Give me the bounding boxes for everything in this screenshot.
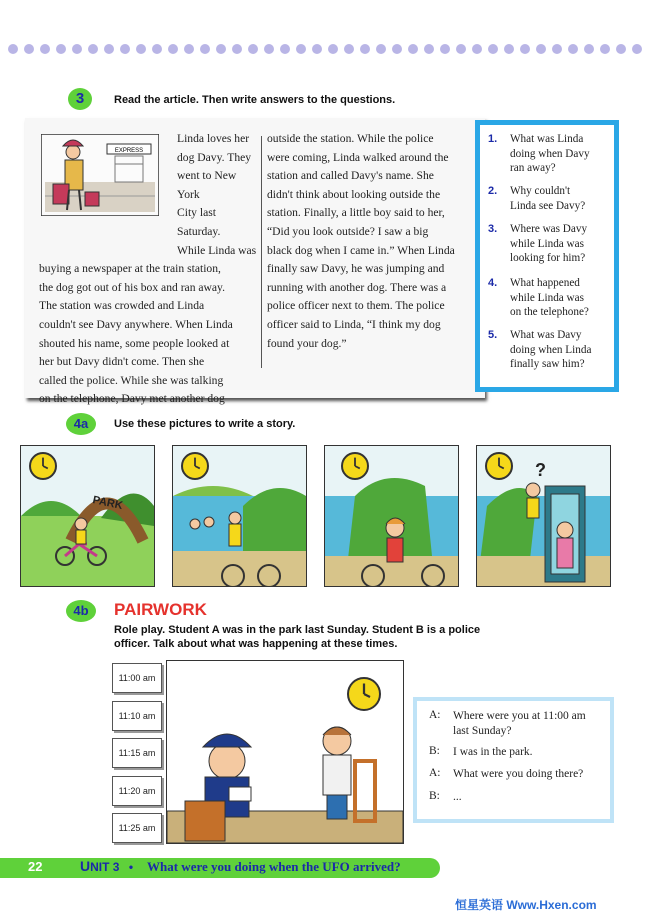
question-text: on the telephone? [510,306,589,318]
question-mark: ? [535,460,546,480]
article-line: While Linda was [177,243,257,257]
question-text: Why couldn't [510,185,571,197]
question-number: 1. [488,133,498,145]
question-text: ran away? [510,162,556,174]
border-dot [248,44,258,54]
article-line: finally saw Davy, he was jumping and [267,262,445,276]
border-dot [456,44,466,54]
border-dot [616,44,626,54]
article-line: didn't think about looking outside the [267,187,441,201]
border-dot [520,44,530,54]
article-line: outside the station. While the police [267,132,434,145]
section-4a-badge: 4a [66,413,96,435]
border-dot [344,44,354,54]
article-line: couldn't see Davy anywhere. When Linda [39,317,233,331]
time-box: 11:10 am [112,701,162,731]
top-dot-border [0,44,650,58]
section-4b-instruction-line1: Role play. Student A was in the park last Sunday. Student B is a police [114,624,481,636]
border-dot [632,44,642,54]
border-dot [168,44,178,54]
border-dot [552,44,562,54]
unit-bullet: • [128,860,134,874]
story-picture-2 [172,445,307,587]
question-text: looking for him? [510,252,586,264]
question-item [488,132,610,176]
question-text: What was Davy [510,329,582,341]
article-line: station. Finally, a little boy said to her, [267,206,445,220]
section-4b-badge: 4b [66,600,96,622]
border-dot [40,44,50,54]
question-text: What was Linda [510,133,584,145]
section-4b-instruction-line2: officer. Talk about what was happening at these times. [114,638,398,650]
article-line: found your dog.” [267,336,347,350]
border-dot [56,44,66,54]
border-dot [120,44,130,54]
article-line: “Did you look outside? I saw a big [267,224,429,238]
dialogue-text: last Sunday? [453,725,512,737]
article-line: buying a newspaper at the train station, [39,262,221,276]
unit-label [80,858,139,874]
border-dot [568,44,578,54]
article-line: police officer next to them. The police [267,299,445,313]
story-picture-1 [20,445,155,587]
article-line: running with another dog. There was a [267,280,447,294]
border-dot [376,44,386,54]
dialogue-text: What were you doing there? [453,768,584,780]
border-dot [184,44,194,54]
question-number: 3. [488,223,498,235]
border-dot [472,44,482,54]
pairwork-title: PAIRWORK [114,600,207,619]
border-dot [264,44,274,54]
dialogue-text: I was in the park. [453,746,533,758]
time-box: 11:00 am [112,663,162,693]
article-line: were coming, Linda walked around the [267,150,449,164]
watermark: 恒星英语 Www.Hxen.com [455,898,597,912]
border-dot [296,44,306,54]
question-text: Linda see Davy? [510,199,586,212]
article-line: officer said to Linda, “I think my dog [267,317,441,331]
question-number: 4. [488,277,498,289]
dialogue-speaker: A: [429,767,441,779]
border-dot [312,44,322,54]
question-item [488,276,610,320]
border-dot [8,44,18,54]
question-text: What happened [510,277,580,289]
dialogue-box [413,697,614,823]
clock-icon [341,452,369,480]
question-text: while Linda was [510,237,584,250]
question-text: finally saw him? [510,358,585,370]
article-column-2 [267,130,479,353]
time-box: 11:20 am [112,776,162,806]
border-dot [488,44,498,54]
border-dot [536,44,546,54]
dialogue-line [453,767,608,782]
article-line: City last Saturday. [177,206,221,238]
article-line: Linda loves her [177,132,250,145]
time-box: 11:25 am [112,813,162,843]
article-line: went to New York [177,169,237,201]
express-sign: EXPRESS [114,148,144,154]
question-number: 5. [488,329,498,341]
police-interview-picture [166,660,404,844]
question-item [488,328,610,372]
border-dot [216,44,226,54]
page-number: 22 [28,859,43,874]
border-dot [280,44,290,54]
border-dot [584,44,594,54]
section-3-instruction: Read the article. Then write answers to the questions. [114,94,396,106]
article-line: called the police. While she was talking [39,373,224,387]
border-dot [440,44,450,54]
section-4a-instruction: Use these pictures to write a story. [114,418,296,430]
border-dot [232,44,242,54]
dialogue-line [453,745,608,760]
article-line: the dog got out of his box and ran away. [39,280,225,294]
story-picture-3 [324,445,459,587]
border-dot [200,44,210,54]
column-divider [261,136,262,368]
border-dot [88,44,98,54]
unit-title: What were you doing when the UFO arrived? [147,859,401,874]
article-line: shouted his name, some people looked at [39,336,230,350]
question-text: Where was Davy [510,223,588,235]
clock-icon [347,677,381,711]
unit-rest: NIT 3 [90,860,120,874]
section-3-badge: 3 [68,88,92,110]
article-line: black dog when I came in.” When Linda [267,243,455,257]
border-dot [72,44,82,54]
article-line: on the telephone, Davy met another dog [39,392,225,406]
clock-icon [29,452,57,480]
border-dot [600,44,610,54]
clock-icon [181,452,209,480]
article-paper [25,118,485,406]
border-dot [360,44,370,54]
border-dot [408,44,418,54]
dialogue-text: ... [453,791,462,803]
border-dot [136,44,146,54]
dialogue-line [453,790,608,805]
border-dot [504,44,514,54]
article-line: her but Davy didn't come. Then she [39,355,205,369]
dialogue-line [453,709,608,739]
dialogue-speaker: B: [429,745,440,757]
article-line: station and called Davy's name. She [267,169,434,183]
border-dot [424,44,434,54]
border-dot [24,44,34,54]
question-item [488,222,610,266]
time-box: 11:15 am [112,738,162,768]
border-dot [392,44,402,54]
border-dot [104,44,114,54]
border-dot [328,44,338,54]
article-column-1 [39,130,261,409]
article-line: The station was crowded and Linda [39,299,205,313]
question-text: while Linda was [510,291,584,304]
story-picture-4 [476,445,611,587]
questions-box [475,120,619,392]
question-number: 2. [488,185,498,197]
dialogue-speaker: B: [429,790,440,802]
clock-icon [485,452,513,480]
question-item [488,184,610,213]
dialogue-text: Where were you at 11:00 am [453,710,586,722]
question-text: doing when Davy [510,147,590,160]
unit-prefix: U [80,858,91,874]
border-dot [152,44,162,54]
question-text: doing when Linda [510,343,592,356]
park-sign: PARK [91,494,124,513]
article-line: dog Davy. They [177,150,252,164]
dialogue-speaker: A: [429,709,441,721]
